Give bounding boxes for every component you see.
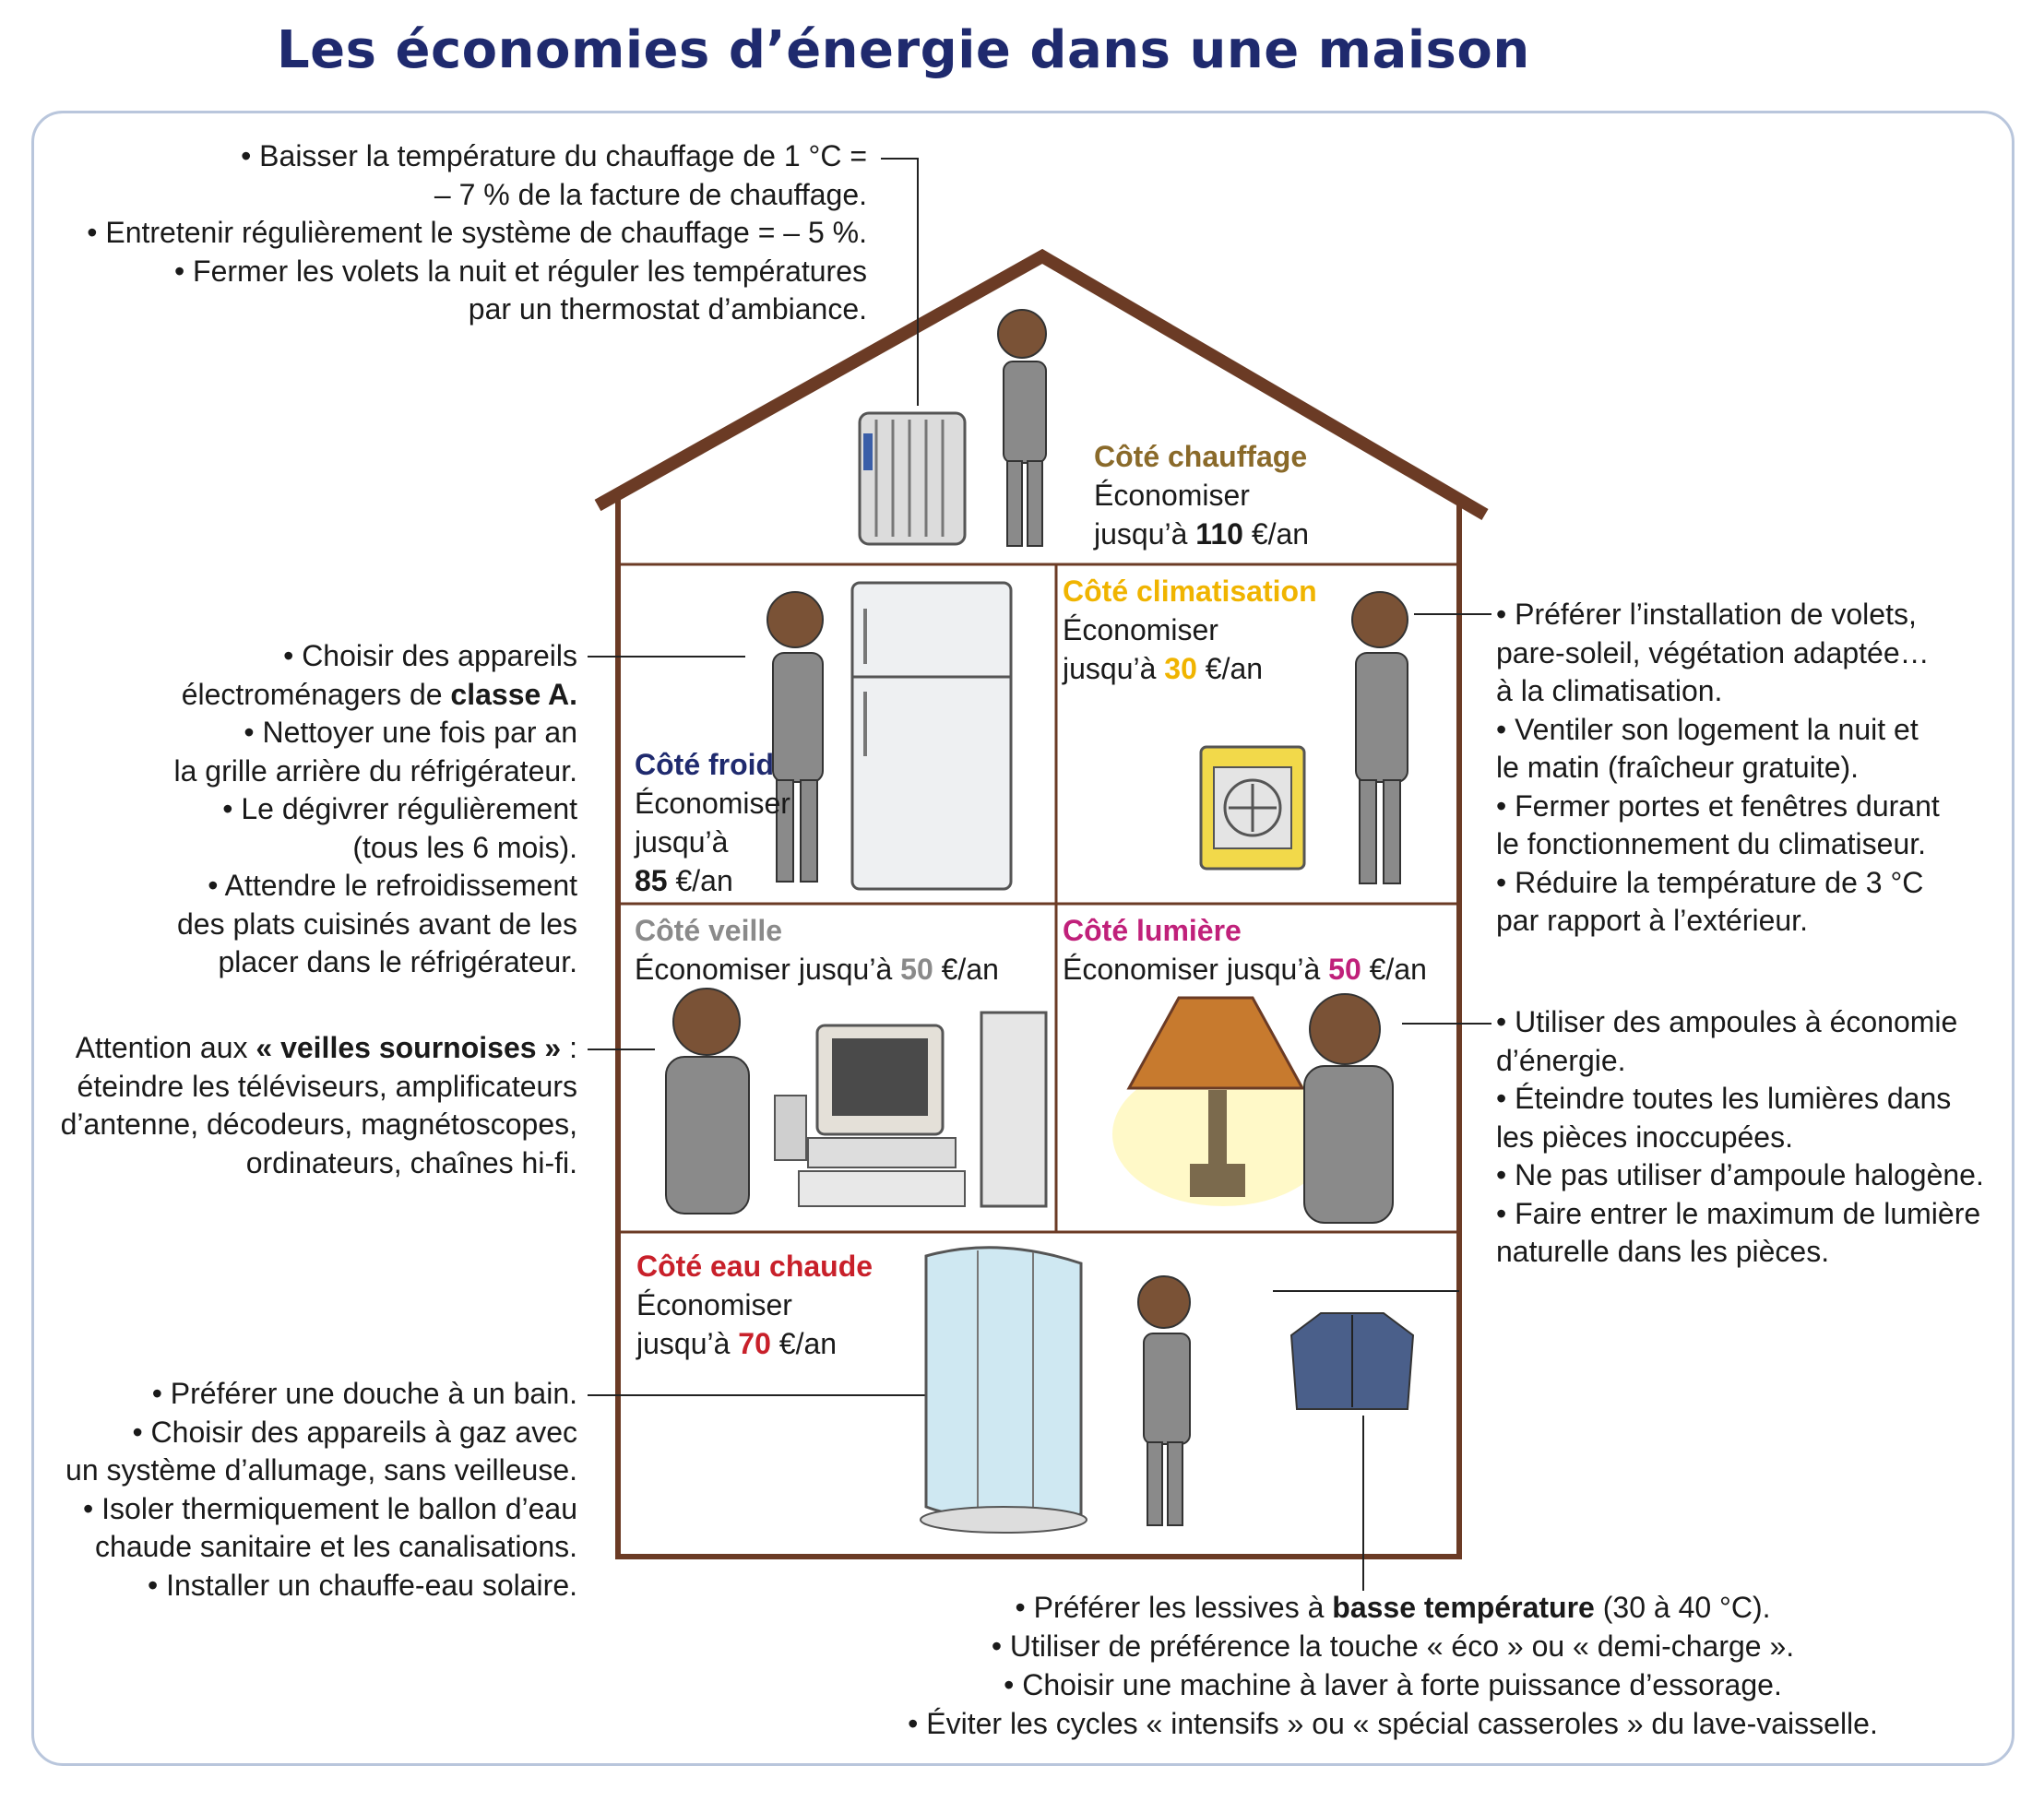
tip-line <box>37 676 577 715</box>
room-line <box>635 861 790 900</box>
tip-text: (30 à 40 °C). <box>1594 1591 1771 1624</box>
tip-line: • Utiliser des ampoules à économie <box>1496 1005 1958 1038</box>
room-unit: €/an <box>941 953 999 986</box>
room-line: Économiser <box>636 1288 792 1321</box>
room-prefix: Économiser jusqu’à <box>1063 953 1321 986</box>
tip-text: électroménagers de <box>181 677 451 711</box>
tip-line: par rapport à l’extérieur. <box>1496 904 1808 937</box>
tips-eau-chaude <box>28 1375 577 1605</box>
person-lumiere-icon <box>1304 994 1393 1223</box>
connector-chauffage <box>881 159 918 406</box>
tip-line <box>793 1588 1992 1627</box>
tip-line: éteindre les téléviseurs, amplificateurs <box>77 1069 577 1103</box>
room-unit: €/an <box>1205 652 1264 685</box>
room-unit: €/an <box>778 1327 838 1360</box>
room-line: Économiser <box>1063 613 1218 646</box>
tip-line: • Préférer l’installation de volets, <box>1496 598 1917 631</box>
tip-line: pare-soleil, végétation adaptée… <box>1496 635 1930 669</box>
tip-bold: classe A. <box>450 677 577 711</box>
room-unit: €/an <box>675 864 733 897</box>
room-value: 50 <box>1328 953 1361 986</box>
room-value: 85 <box>635 864 668 897</box>
tip-line: les pièces inoccupées. <box>1496 1120 1793 1154</box>
room-lumiere <box>1063 911 1427 989</box>
tip-line: le fonctionnement du climatiseur. <box>1496 827 1927 860</box>
tip-line: par un thermostat d’ambiance. <box>468 292 867 326</box>
tip-text: : <box>561 1031 577 1064</box>
computer-icon <box>775 1013 1046 1206</box>
tip-line: – 7 % de la facture de chauffage. <box>434 177 867 211</box>
tip-line: • Installer un chauffe-eau solaire. <box>148 1568 577 1602</box>
tip-line <box>28 1029 577 1068</box>
room-chauffage <box>1094 437 1309 553</box>
tip-line: • Choisir une machine à laver à forte puissance d’essorage. <box>1004 1668 1782 1701</box>
tip-line: • Attendre le refroidissement <box>208 869 577 902</box>
tips-chauffage <box>37 137 867 329</box>
tip-line: • Fermer portes et fenêtres durant <box>1496 788 1940 823</box>
room-veille <box>635 911 999 989</box>
room-line: Économiser <box>1094 479 1250 512</box>
tip-line: d’énergie. <box>1496 1043 1626 1077</box>
person-climatisation-icon <box>1352 592 1408 883</box>
room-line <box>636 1324 873 1363</box>
tip-line: • Choisir des appareils à gaz avec <box>132 1415 577 1449</box>
fan-icon <box>1201 747 1304 869</box>
tip-line: • Préférer une douche à un bain. <box>151 1377 577 1410</box>
tip-line: (tous les 6 mois). <box>352 830 577 864</box>
room-line <box>1063 950 1427 989</box>
tip-line: chaude sanitaire et les canalisations. <box>95 1530 577 1563</box>
room-unit: €/an <box>1369 953 1427 986</box>
tip-line: • Éteindre toutes les lumières dans <box>1496 1082 1952 1115</box>
tips-lavage <box>793 1588 1992 1743</box>
room-line: Économiser <box>635 787 790 820</box>
tip-line: un système d’allumage, sans veilleuse. <box>65 1453 577 1487</box>
tip-line: • Baisser la température du chauffage de 1 °C = <box>241 139 867 172</box>
tip-line: • Choisir des appareils <box>283 639 577 672</box>
tip-bold: basse température <box>1332 1591 1595 1624</box>
room-prefix: jusqu’à <box>636 1327 731 1360</box>
room-line <box>1094 515 1309 553</box>
room-unit: €/an <box>1251 517 1310 551</box>
tip-line: placer dans le réfrigérateur. <box>218 945 577 978</box>
tip-line: des plats cuisinés avant de les <box>176 906 577 941</box>
tip-line: • Entretenir régulièrement le système de chauffage = – 5 %. <box>87 216 867 249</box>
page-title: Les économies d’énergie dans une maison <box>277 20 1530 80</box>
tip-line: le matin (fraîcheur gratuite). <box>1496 751 1860 784</box>
tip-line: • Isoler thermiquement le ballon d’eau <box>83 1491 577 1525</box>
room-title: Côté froid <box>635 748 775 781</box>
tip-line: • Nettoyer une fois par an <box>244 716 577 749</box>
tips-froid <box>37 637 577 982</box>
person-chauffage-icon <box>998 310 1046 546</box>
tip-line: • Éviter les cycles « intensifs » ou « spécial casseroles » du lave-vaisselle. <box>908 1707 1878 1740</box>
lamp-icon <box>1112 998 1334 1206</box>
room-line <box>635 950 999 989</box>
tip-line: à la climatisation. <box>1496 674 1723 707</box>
tip-text: • Préférer les lessives à <box>1015 1591 1333 1624</box>
tip-line: d’antenne, décodeurs, magnétoscopes, <box>60 1108 577 1141</box>
tip-line: • Ventiler son logement la nuit et <box>1496 712 1919 746</box>
tip-line: • Utiliser de préférence la touche « éco » ou « demi-charge ». <box>991 1629 1795 1663</box>
room-line: jusqu’à <box>635 825 729 859</box>
radiator-icon <box>860 413 965 544</box>
room-title: Côté eau chaude <box>636 1250 873 1283</box>
tip-line: la grille arrière du réfrigérateur. <box>173 753 577 788</box>
room-froid <box>635 745 790 900</box>
person-eau-chaude-icon <box>1138 1276 1190 1525</box>
tip-text: Attention aux <box>75 1031 256 1064</box>
tips-climatisation <box>1496 596 2022 941</box>
room-line <box>1063 649 1317 688</box>
room-value: 110 <box>1195 517 1243 551</box>
tip-bold: « veilles sournoises » <box>256 1031 562 1064</box>
tip-line: • Ne pas utiliser d’ampoule halogène. <box>1496 1158 1984 1191</box>
room-value: 70 <box>738 1327 771 1360</box>
room-prefix: Économiser jusqu’à <box>635 953 893 986</box>
room-value: 30 <box>1164 652 1197 685</box>
tip-line: • Fermer les volets la nuit et réguler les températures <box>173 254 867 288</box>
room-eau-chaude <box>636 1247 873 1363</box>
room-prefix: jusqu’à <box>1063 652 1157 685</box>
tip-line: • Le dégivrer régulièrement <box>222 792 577 825</box>
fridge-icon <box>852 583 1011 889</box>
jacket-icon <box>1291 1313 1413 1409</box>
tip-line: • Faire entrer le maximum de lumière <box>1496 1196 1981 1230</box>
shower-icon <box>921 1248 1087 1533</box>
tip-line: naturelle dans les pièces. <box>1496 1235 1830 1268</box>
tip-line: • Réduire la température de 3 °C <box>1496 865 1924 899</box>
room-title: Côté climatisation <box>1063 575 1317 608</box>
room-climatisation <box>1063 572 1317 688</box>
room-title: Côté lumière <box>1063 914 1242 947</box>
room-title: Côté chauffage <box>1094 440 1308 473</box>
tips-lumiere <box>1496 1003 2031 1272</box>
room-title: Côté veille <box>635 914 783 947</box>
tip-line: ordinateurs, chaînes hi-fi. <box>245 1145 577 1179</box>
person-veille-icon <box>666 989 749 1214</box>
tips-veille <box>28 1029 577 1182</box>
room-value: 50 <box>900 953 933 986</box>
room-prefix: jusqu’à <box>1094 517 1188 551</box>
